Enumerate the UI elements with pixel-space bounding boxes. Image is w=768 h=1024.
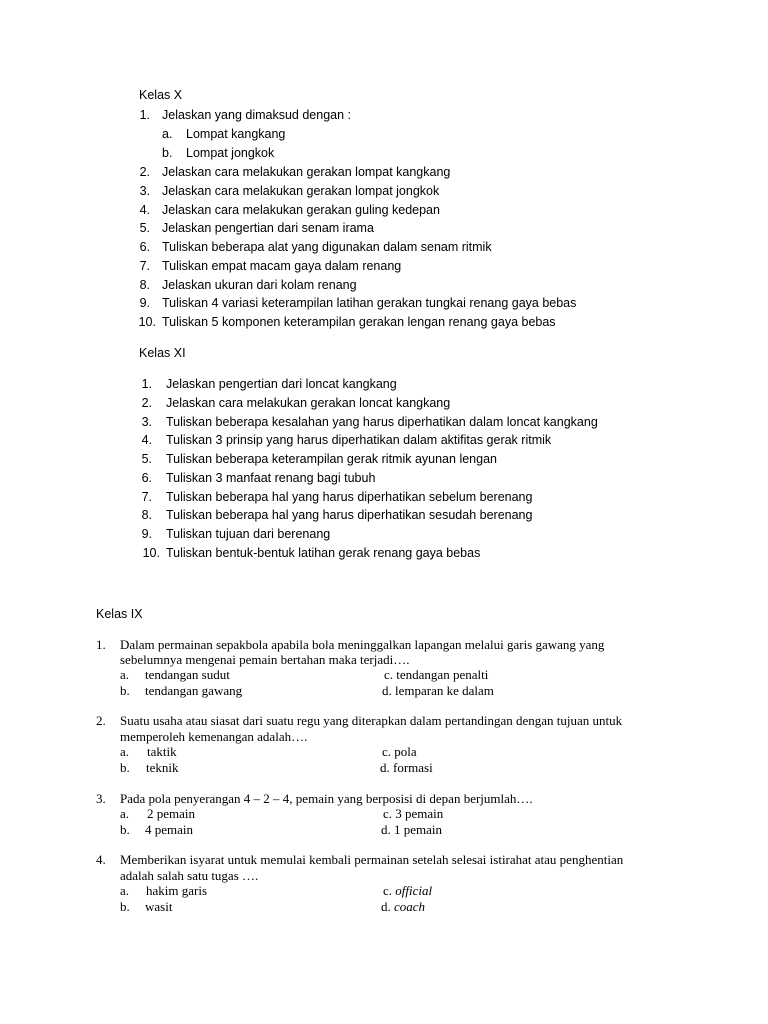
- item-text: Tuliskan beberapa kesalahan yang harus diperhatikan dalam loncat kangkang: [166, 415, 598, 429]
- item-number: 4.: [139, 203, 150, 217]
- option-d: d. lemparan ke dalam: [382, 683, 494, 698]
- sub-item-letter: b.: [162, 146, 173, 160]
- option-b: 4 pemain: [145, 822, 194, 837]
- option-letter: a.: [120, 806, 130, 821]
- option-c: c. 3 pemain: [383, 806, 444, 821]
- list-item: [0, 183, 768, 199]
- option-b: wasit: [145, 899, 173, 914]
- item-text: Tuliskan 4 variasi keterampilan latihan gerakan tungkai renang gaya bebas: [162, 296, 577, 310]
- list-item: [0, 314, 768, 330]
- list-item: [0, 202, 768, 218]
- option-b: teknik: [146, 760, 179, 775]
- list-item: [0, 432, 768, 448]
- sub-item: [0, 126, 768, 142]
- item-number: 5.: [139, 221, 150, 235]
- item-text: Tuliskan beberapa keterampilan gerak ritmik ayunan lengan: [166, 452, 497, 466]
- option-letter: a.: [120, 744, 130, 759]
- question-text: Dalam permainan sepakbola apabila bola meninggalkan lapangan melalui garis gawang yang: [120, 637, 605, 652]
- item-number: 1.: [139, 108, 150, 122]
- option-d: d. 1 pemain: [381, 822, 443, 837]
- list-item: [0, 507, 768, 523]
- item-number: 1.: [141, 377, 152, 391]
- item-number: 10.: [138, 315, 156, 329]
- question-number: 3.: [96, 791, 106, 806]
- option-c: c. pola: [382, 744, 417, 759]
- list-item: [0, 258, 768, 274]
- option-letter: b.: [120, 760, 130, 775]
- kelas-x-heading: Kelas X: [139, 88, 183, 102]
- item-number: 3.: [141, 415, 152, 429]
- list-item: [0, 451, 768, 467]
- item-text: Tuliskan 5 komponen keterampilan gerakan lengan renang gaya bebas: [162, 315, 556, 329]
- sub-item-letter: a.: [162, 127, 173, 141]
- question-text: adalah salah satu tugas ….: [120, 868, 259, 883]
- item-text: Tuliskan 3 prinsip yang harus diperhatikan dalam aktifitas gerak ritmik: [166, 433, 552, 447]
- item-number: 2.: [139, 165, 150, 179]
- sub-item-text: Lompat kangkang: [186, 127, 286, 141]
- item-text: Tuliskan 3 manfaat renang bagi tubuh: [166, 471, 376, 485]
- item-number: 8.: [139, 278, 150, 292]
- list-item: [0, 376, 768, 392]
- item-number: 3.: [139, 184, 150, 198]
- option-a: hakim garis: [146, 883, 208, 898]
- list-item: [0, 107, 768, 123]
- sub-item-text: Lompat jongkok: [186, 146, 275, 160]
- kelas-ix-heading: Kelas IX: [96, 607, 143, 621]
- list-item: [0, 470, 768, 486]
- list-item: [0, 414, 768, 430]
- item-number: 7.: [141, 490, 152, 504]
- option-d: d. formasi: [380, 760, 433, 775]
- list-item: [0, 277, 768, 293]
- question-text: sebelumnya mengenai pemain bertahan maka terjadi….: [120, 652, 410, 667]
- question-number: 4.: [96, 852, 106, 867]
- question-number: 1.: [96, 637, 106, 652]
- item-number: 9.: [139, 296, 150, 310]
- sub-item: [0, 145, 768, 161]
- list-item: [0, 489, 768, 505]
- question-text: Suatu usaha atau siasat dari suatu regu yang diterapkan dalam pertandingan dengan tujuan untuk: [120, 713, 623, 728]
- list-item: [0, 239, 768, 255]
- list-item: [0, 295, 768, 311]
- item-text: Tuliskan bentuk-bentuk latihan gerak renang gaya bebas: [166, 546, 481, 560]
- option-d: d. coach: [381, 899, 426, 914]
- item-number: 4.: [141, 433, 152, 447]
- item-text: Jelaskan cara melakukan gerakan lompat jongkok: [162, 184, 440, 198]
- option-letter: b.: [120, 683, 130, 698]
- option-letter: b.: [120, 899, 130, 914]
- list-item: [0, 164, 768, 180]
- option-letter: a.: [120, 667, 130, 682]
- item-text: Tuliskan tujuan dari berenang: [166, 527, 331, 541]
- item-number: 6.: [139, 240, 150, 254]
- item-text: Jelaskan pengertian dari loncat kangkang: [166, 377, 397, 391]
- item-number: 2.: [141, 396, 152, 410]
- item-number: 10.: [142, 546, 160, 560]
- option-letter: a.: [120, 883, 130, 898]
- list-item: [0, 526, 768, 542]
- item-text: Jelaskan pengertian dari senam irama: [162, 221, 374, 235]
- item-number: 8.: [141, 508, 152, 522]
- list-item: [0, 395, 768, 411]
- item-text: Jelaskan yang dimaksud dengan :: [162, 108, 352, 122]
- item-number: 6.: [141, 471, 152, 485]
- item-text: Tuliskan empat macam gaya dalam renang: [162, 259, 402, 273]
- option-a: 2 pemain: [147, 806, 196, 821]
- item-text: Jelaskan cara melakukan gerakan lompat kangkang: [162, 165, 451, 179]
- list-item: [0, 545, 768, 561]
- item-text: Jelaskan cara melakukan gerakan guling kedepan: [162, 203, 440, 217]
- option-a: tendangan sudut: [145, 667, 230, 682]
- item-number: 9.: [141, 527, 152, 541]
- option-b: tendangan gawang: [145, 683, 243, 698]
- kelas-xi-heading: Kelas XI: [139, 346, 186, 360]
- item-text: Tuliskan beberapa alat yang digunakan dalam senam ritmik: [162, 240, 492, 254]
- item-number: 7.: [139, 259, 150, 273]
- item-text: Tuliskan beberapa hal yang harus diperhatikan sesudah berenang: [166, 508, 533, 522]
- option-letter: b.: [120, 822, 130, 837]
- question-number: 2.: [96, 713, 106, 728]
- item-text: Jelaskan cara melakukan gerakan loncat kangkang: [166, 396, 451, 410]
- question-text: Memberikan isyarat untuk memulai kembali permainan setelah selesai istirahat atau penghentian: [120, 852, 624, 867]
- option-c: c. tendangan penalti: [384, 667, 489, 682]
- option-c: c. official: [383, 883, 433, 898]
- item-number: 5.: [141, 452, 152, 466]
- item-text: Tuliskan beberapa hal yang harus diperhatikan sebelum berenang: [166, 490, 533, 504]
- question-text: Pada pola penyerangan 4 – 2 – 4, pemain yang berposisi di depan berjumlah….: [120, 791, 533, 806]
- item-text: Jelaskan ukuran dari kolam renang: [162, 278, 357, 292]
- option-a: taktik: [147, 744, 177, 759]
- list-item: [0, 220, 768, 236]
- question-text: memperoleh kemenangan adalah….: [120, 729, 308, 744]
